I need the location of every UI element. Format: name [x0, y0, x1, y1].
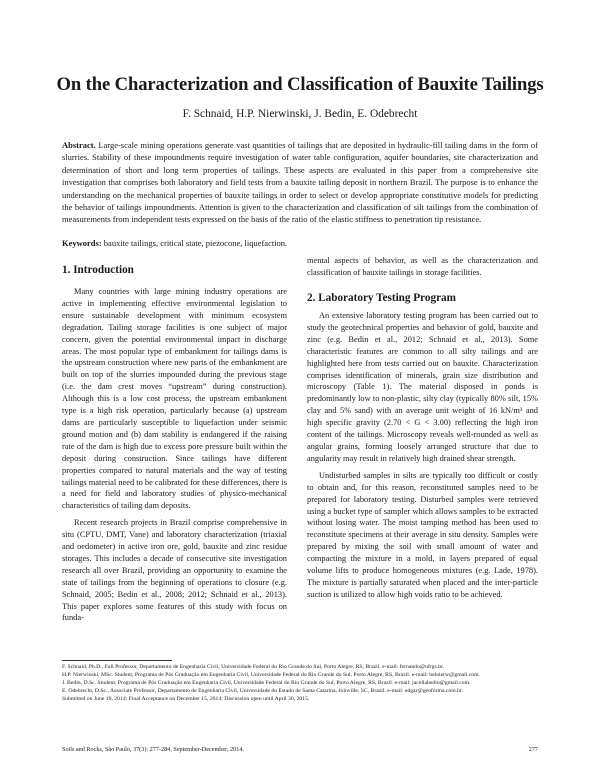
footnote-item: H.P. Nierwinski, MSc. Student, Programa de Pós Graduação em Engenharia Civil, Universidade Federal do Rio Grande do Sul, Porto Alegre, RS, Brazil. e-mail: helnierw@gmail.com. — [62, 672, 480, 679]
author-list: F. Schnaid, H.P. Nierwinski, J. Bedin, E. Odebrecht — [182, 108, 418, 120]
section-heading-introduction: 1. Introduction — [62, 264, 134, 276]
footnotes — [62, 663, 538, 703]
right-column-section2 — [307, 310, 538, 601]
keywords — [62, 237, 538, 249]
intro-paragraph-2: Recent research projects in Brazil comprise comprehensive in situ (CPTU, DMT, Vane) and laboratory characterization (triaxial and oedometer) in active iron ore, gold, bauxite and zinc residue storages. This includes a decade of consecutive site investigation research all over Brazil, providing an opportunity to examine the state of tailings from the beginning of operations to closure (e.g. Schnaid, 2005; Bedin et al., 2008; 2012; Schnaid et al., 2013). This paper explores some features of this study with focus on funda- — [62, 518, 287, 623]
abstract-label: Abstract. — [62, 140, 96, 150]
lab-paragraph-1: An extensive laboratory testing program has been carried out to study the geotechnical properties and behavior of gold, bauxite and zinc (e.g. Bedin et al., 2012; Schnaid et al., 2013). Some characteristic features are common to all silty tailings and are highlighted here from tests carried out on bauxite. Characterization comprises identification of minerals, grain size distribution and microscopy (Table 1). The material disposed in ponds is predominantly low to non-plastic, silty clay (typically 80% silt, 15% clay and 5% sand) with an average unit weight of 16 kN/m³ and high specific gravity (2.70 < G < 3.00) reflecting the high iron content of the tailings. Microscopy reveals well-rounded as well as angular grains, forming loosely arranged structure that due to angularity may result in relatively high drained shear strength. — [307, 311, 538, 463]
abstract-text: Large-scale mining operations generate vast quantities of tailings that are deposited in hydraulic-fill tailing dams in the form of slurries. Stability of these impoundments require investigation of water table configuration, aquifer boundaries, site characterization and determination of short and long term properties of tailings. These aspects are evaluated in this paper from a comprehensive site investigation that comprises both laboratory and field tests from a bauxite tailing deposit in northern Brazil. The purpose is to enhance the understanding on the mechanical properties of bauxite tailings in order to select or develop appropriate constitutive models for predicting the behavior of tailings impoundments. Attention is given to the characterization and classification of silt tailings from the combination of measurements from independent tests expressed on the basis of the ratio of the elastic stiffness to penetration tip resistance. — [62, 140, 539, 225]
right-column — [307, 255, 538, 279]
footnote-item: E. Odebrecht, D.Sc., Associate Professor, Departamento de Engenharia Civil, Universidade do Estado de Santa Catarina, Joinville, SC, Brazil. e-mail: edgar@geoforma.com.br. — [62, 688, 463, 695]
section-heading-laboratory-testing: 2. Laboratory Testing Program — [307, 292, 456, 304]
abstract — [62, 139, 538, 226]
intro-paragraph-1: Many countries with large mining industry operations are active in implementing effective environmental legislation to ensure sustainable development with minimum ecosystem degradation. Tailing storage facilities is one subject of major concern, given the potential environmental impact in discharge areas. The most popular type of embankment for tailings dams is the upstream construction where new parts of the embankment are built on top of the slurries impounded during the previous stage (i.e. the dam crest moves “upstream” during construction). Although this is a low cost process, the upstream embankment type is a high risk operation, particularly because (a) upstream dams are particularly susceptible to liquefaction under seismic ground motion and (b) dam stability is endangered if the raising rate of the dam is high due to excess pore pressure built within the deposit during construction. Since tailings have different properties compared to natural materials and the way of testing tailings material need to be calibrated for these differences, there is a need for field and laboratory studies of physico-mechanical characteristics of tailing dam deposits. — [62, 287, 287, 511]
journal-reference: Soils and Rocks, São Paulo, 37(3): 277-284, September-December, 2014. — [62, 746, 244, 753]
intro-paragraph-2-continued: mental aspects of behavior, as well as the characterization and classification of bauxite tailings in storage facilities. — [307, 256, 538, 277]
footnote-item: J. Bedin, D.Sc. Student, Programa de Pós Graduação em Engenharia Civil, Universidade Federal do Rio Grande do Sul, Porto Alegre, RS, Brazil. e-mail: jacellabedin@gmail.com. — [62, 680, 471, 687]
footnote-item: Submitted on June 19, 2014; Final Acceptance on December 15, 2014; Discussion open until April 30, 2015. — [62, 696, 310, 703]
page-number: 277 — [528, 746, 538, 753]
footnote-divider — [62, 660, 172, 661]
keywords-text: bauxite tailings, critical state, piezocone, liquefaction. — [103, 238, 288, 248]
left-column — [62, 286, 287, 624]
lab-paragraph-2: Undisturbed samples in silts are typically too difficult or costly to obtain and, for this reason, reconstituted samples need to be prepared for laboratory testing. Disturbed samples were retrieved using a bucket type of sampler which allows samples to be extracted without losing water. The moist tamping method has been used to reconstitute specimens at their average in situ density. Samples were prepared by mixing the soil with small amount of water and compacting the mixture in a mold, in layers prepared of equal volume lifts to produce homogeneous mixtures (e.g. Lade, 1978). The mixture is partially saturated when placed and the inter-particle suction is utilized to allow high voids ratio to be achieved. — [307, 470, 538, 599]
footnote-item: F. Schnaid, Ph.D., Full Professor, Departamento de Engenharia Civil, Universidade Federal do Rio Grande do Sul, Porto Alegre, RS, Brazil. e-mail: fernando@ufrgs.br. — [62, 664, 444, 670]
page-footer — [62, 746, 538, 753]
paper-title: On the Characterization and Classification of Bauxite Tailings — [56, 74, 544, 95]
keywords-label: Keywords: — [62, 238, 102, 248]
